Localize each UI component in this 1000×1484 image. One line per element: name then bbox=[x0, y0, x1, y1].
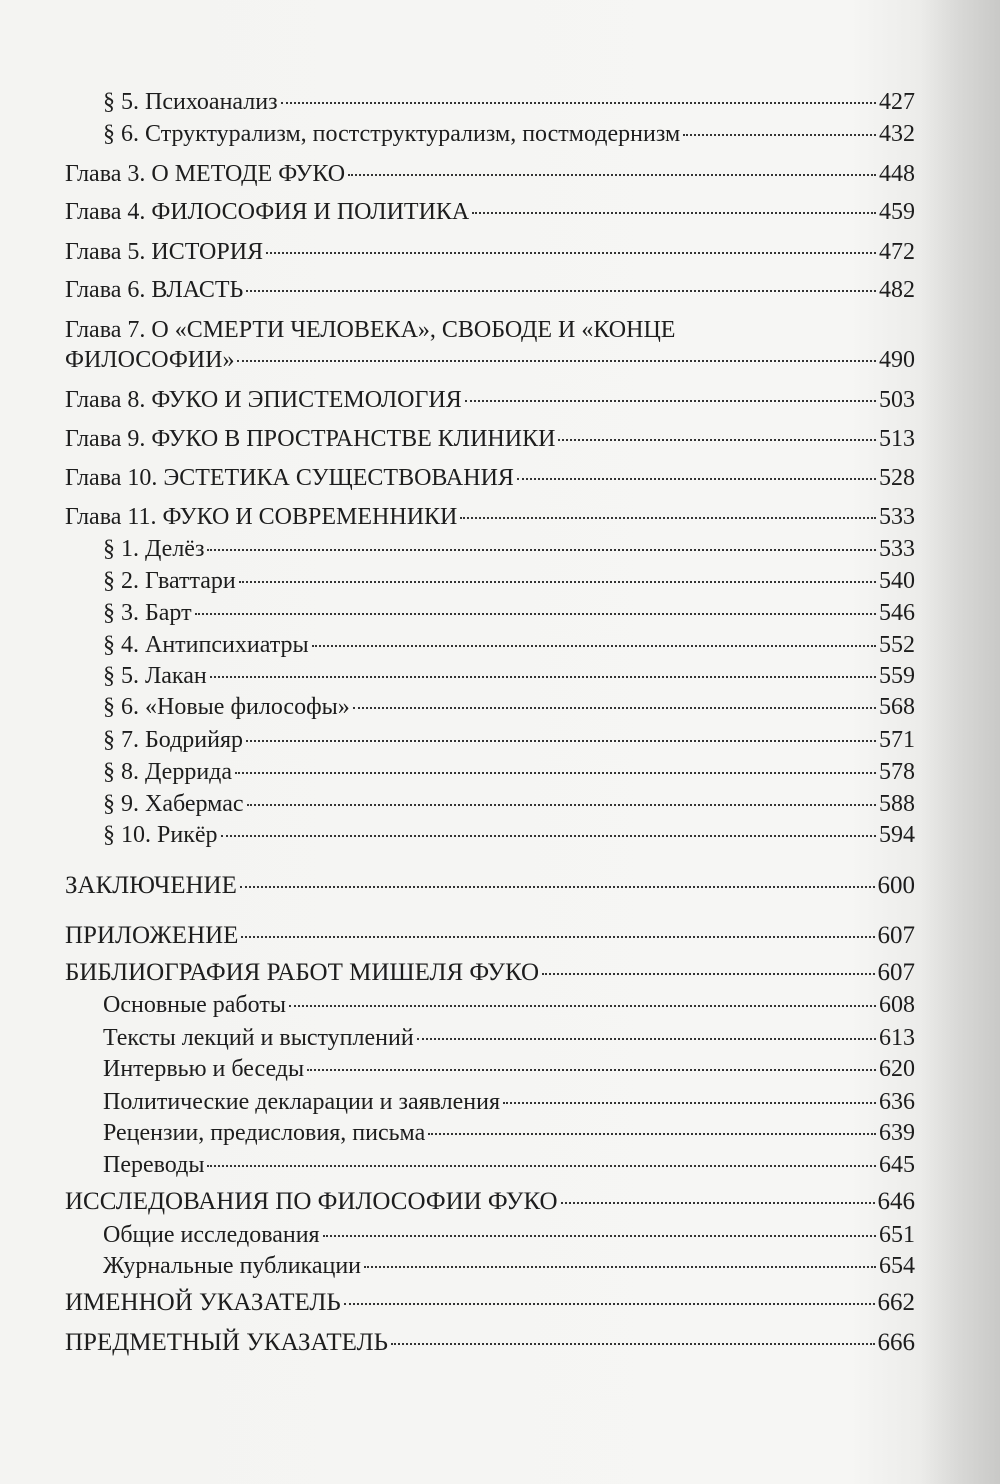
toc-entry bbox=[65, 198, 915, 228]
toc-entry-page: 654 bbox=[879, 1253, 915, 1279]
dot-leader bbox=[323, 1235, 876, 1237]
toc-entry-title: Общие исследования bbox=[103, 1222, 320, 1248]
toc-entry bbox=[103, 1252, 915, 1282]
toc-entry-title: ПРИЛОЖЕНИЕ bbox=[65, 922, 239, 949]
toc-entry-title: § 4. Антипсихиатры bbox=[103, 632, 309, 658]
toc-entry-title: Основные работы bbox=[103, 992, 286, 1018]
toc-entry-page: 594 bbox=[879, 822, 915, 848]
dot-leader bbox=[348, 174, 876, 176]
toc-entry bbox=[65, 346, 915, 376]
toc-entry bbox=[103, 1024, 915, 1054]
toc-entry bbox=[65, 386, 915, 416]
dot-leader bbox=[472, 212, 876, 214]
toc-entry-title: ФИЛОСОФИИ» bbox=[65, 347, 235, 373]
toc-entry bbox=[103, 821, 915, 851]
toc-entry bbox=[103, 662, 915, 692]
toc-entry-title: ИМЕННОЙ УКАЗАТЕЛЬ bbox=[65, 1289, 341, 1316]
toc-entry bbox=[103, 991, 915, 1021]
toc-entry bbox=[103, 599, 915, 629]
toc-entry-page: 528 bbox=[879, 465, 915, 491]
toc-entry-page: 636 bbox=[879, 1089, 915, 1115]
dot-leader bbox=[558, 439, 876, 441]
toc-entry-title: § 10. Рикёр bbox=[103, 822, 218, 848]
toc-entry-title: § 1. Делёз bbox=[103, 536, 205, 562]
toc-entry bbox=[103, 567, 915, 597]
toc-entry bbox=[65, 425, 915, 455]
toc-entry bbox=[103, 758, 915, 788]
toc-entry bbox=[103, 693, 915, 723]
dot-leader bbox=[517, 478, 876, 480]
toc-entry-title: Тексты лекций и выступлений bbox=[103, 1025, 414, 1051]
toc-entry-page: 639 bbox=[879, 1120, 915, 1146]
toc-entry bbox=[103, 1221, 915, 1251]
dot-leader bbox=[460, 517, 876, 519]
toc-entry-title: ЗАКЛЮЧЕНИЕ bbox=[65, 872, 237, 899]
toc-entry-title: Переводы bbox=[103, 1152, 205, 1178]
dot-leader bbox=[235, 772, 876, 774]
dot-leader bbox=[246, 740, 876, 742]
dot-leader bbox=[239, 581, 876, 583]
toc-entry bbox=[103, 790, 915, 820]
toc-entry-page: 513 bbox=[879, 426, 915, 452]
toc-entry-page: 666 bbox=[877, 1329, 915, 1356]
toc-entry-page: 427 bbox=[879, 89, 915, 115]
dot-leader bbox=[240, 886, 875, 888]
dot-leader bbox=[241, 936, 874, 938]
toc-entry-page: 568 bbox=[879, 694, 915, 720]
toc-entry-title: Глава 3. О МЕТОДЕ ФУКО bbox=[65, 161, 346, 187]
dot-leader bbox=[561, 1202, 875, 1204]
dot-leader bbox=[307, 1069, 876, 1071]
toc-entry-title: § 6. Структурализм, постструктурализм, постмодернизм bbox=[103, 121, 681, 147]
toc-entry bbox=[65, 464, 915, 494]
toc-entry-page: 552 bbox=[879, 632, 915, 658]
toc-entry bbox=[103, 1119, 915, 1149]
dot-leader bbox=[503, 1102, 876, 1104]
toc-entry bbox=[65, 1188, 915, 1218]
toc-entry-page: 588 bbox=[879, 791, 915, 817]
dot-leader bbox=[237, 360, 876, 362]
toc-entry-page: 613 bbox=[879, 1025, 915, 1051]
toc-entry-title: § 6. «Новые философы» bbox=[103, 694, 350, 720]
toc-entry-page: 559 bbox=[879, 663, 915, 689]
dot-leader bbox=[391, 1343, 875, 1345]
dot-leader bbox=[428, 1133, 876, 1135]
toc-entry-title: § 2. Гваттари bbox=[103, 568, 236, 594]
dot-leader bbox=[207, 549, 876, 551]
toc-entry-page: 571 bbox=[879, 727, 915, 753]
toc-entry-title: Политические декларации и заявления bbox=[103, 1089, 501, 1115]
dot-leader bbox=[221, 835, 876, 837]
dot-leader bbox=[195, 613, 876, 615]
dot-leader bbox=[210, 676, 876, 678]
toc-entry-page: 546 bbox=[879, 600, 915, 626]
toc-entry-title: Журнальные публикации bbox=[103, 1253, 362, 1279]
toc-entry bbox=[103, 535, 915, 565]
dot-leader bbox=[246, 290, 876, 292]
dot-leader bbox=[247, 804, 877, 806]
toc-entry-page: 432 bbox=[879, 121, 915, 147]
toc-entry-title: Глава 7. О «СМЕРТИ ЧЕЛОВЕКА», СВОБОДЕ И «КОНЦЕ bbox=[65, 317, 676, 343]
toc-entry-title: Глава 8. ФУКО И ЭПИСТЕМОЛОГИЯ bbox=[65, 387, 462, 413]
dot-leader bbox=[465, 400, 876, 402]
toc-entry-title: Глава 10. ЭСТЕТИКА СУЩЕСТВОВАНИЯ bbox=[65, 465, 514, 491]
toc-entry-title: БИБЛИОГРАФИЯ РАБОТ МИШЕЛЯ ФУКО bbox=[65, 959, 540, 986]
toc-entry bbox=[65, 238, 915, 268]
toc-entry-title: § 5. Лакан bbox=[103, 663, 207, 689]
toc-entry-title: Рецензии, предисловия, письма bbox=[103, 1120, 426, 1146]
toc-entry-page: 600 bbox=[877, 872, 915, 899]
toc-entry-page: 533 bbox=[879, 504, 915, 530]
dot-leader bbox=[417, 1038, 876, 1040]
toc-entry-title: Глава 6. ВЛАСТЬ bbox=[65, 277, 244, 303]
dot-leader bbox=[364, 1266, 876, 1268]
toc-entry-page: 662 bbox=[877, 1289, 915, 1316]
dot-leader bbox=[289, 1005, 876, 1007]
toc-entry-page: 607 bbox=[877, 959, 915, 986]
toc-entry bbox=[65, 160, 915, 190]
toc-entry-page: 448 bbox=[879, 161, 915, 187]
toc-entry-title: Глава 5. ИСТОРИЯ bbox=[65, 239, 264, 265]
toc-entry-title: § 3. Барт bbox=[103, 600, 192, 626]
toc-entry-title: Глава 11. ФУКО И СОВРЕМЕННИКИ bbox=[65, 504, 458, 530]
toc-entry-title: § 9. Хабермас bbox=[103, 791, 244, 817]
toc-entry bbox=[103, 631, 915, 661]
toc-entry-title: § 5. Психоанализ bbox=[103, 89, 278, 115]
toc-entry-page: 651 bbox=[879, 1222, 915, 1248]
toc-entry-title: Интервью и беседы bbox=[103, 1056, 305, 1082]
toc-entry bbox=[65, 959, 915, 989]
toc-entry-title: Глава 9. ФУКО В ПРОСТРАНСТВЕ КЛИНИКИ bbox=[65, 426, 556, 452]
toc-entry-page: 482 bbox=[879, 277, 915, 303]
toc-entry-page: 607 bbox=[877, 922, 915, 949]
dot-leader bbox=[266, 252, 876, 254]
toc-entry bbox=[65, 276, 915, 306]
toc-entry-page: 540 bbox=[879, 568, 915, 594]
toc-entry-title: ИССЛЕДОВАНИЯ ПО ФИЛОСОФИИ ФУКО bbox=[65, 1188, 558, 1215]
toc-entry-title: § 8. Деррида bbox=[103, 759, 233, 785]
dot-leader bbox=[312, 645, 876, 647]
toc-entry-page: 459 bbox=[879, 199, 915, 225]
toc-entry-title: ПРЕДМЕТНЫЙ УКАЗАТЕЛЬ bbox=[65, 1329, 388, 1356]
toc-entry-page: 608 bbox=[879, 992, 915, 1018]
toc-entry-page: 578 bbox=[879, 759, 915, 785]
toc-entry bbox=[103, 120, 915, 150]
toc-entry-page: 472 bbox=[879, 239, 915, 265]
toc-entry-page: 533 bbox=[879, 536, 915, 562]
dot-leader bbox=[207, 1165, 876, 1167]
toc-entry bbox=[65, 1289, 915, 1319]
dot-leader bbox=[683, 134, 876, 136]
dot-leader bbox=[344, 1303, 875, 1305]
dot-leader bbox=[353, 707, 876, 709]
toc-entry bbox=[103, 88, 915, 118]
toc-entry-page: 645 bbox=[879, 1152, 915, 1178]
toc-entry-page: 646 bbox=[877, 1188, 915, 1215]
dot-leader bbox=[542, 973, 874, 975]
toc-entry bbox=[103, 726, 915, 756]
toc-entry bbox=[103, 1055, 915, 1085]
toc-entry-page: 620 bbox=[879, 1056, 915, 1082]
toc-entry bbox=[65, 1329, 915, 1359]
toc-entry-title: Глава 4. ФИЛОСОФИЯ И ПОЛИТИКА bbox=[65, 199, 470, 225]
dot-leader bbox=[281, 102, 876, 104]
toc-entry-title: § 7. Бодрийяр bbox=[103, 727, 244, 753]
toc-entry bbox=[103, 1088, 915, 1118]
toc-entry-page: 490 bbox=[879, 347, 915, 373]
toc-entry-page: 503 bbox=[879, 387, 915, 413]
toc-entry bbox=[103, 1151, 915, 1181]
toc-entry bbox=[65, 922, 915, 952]
toc-entry bbox=[65, 503, 915, 533]
toc-entry bbox=[65, 872, 915, 902]
